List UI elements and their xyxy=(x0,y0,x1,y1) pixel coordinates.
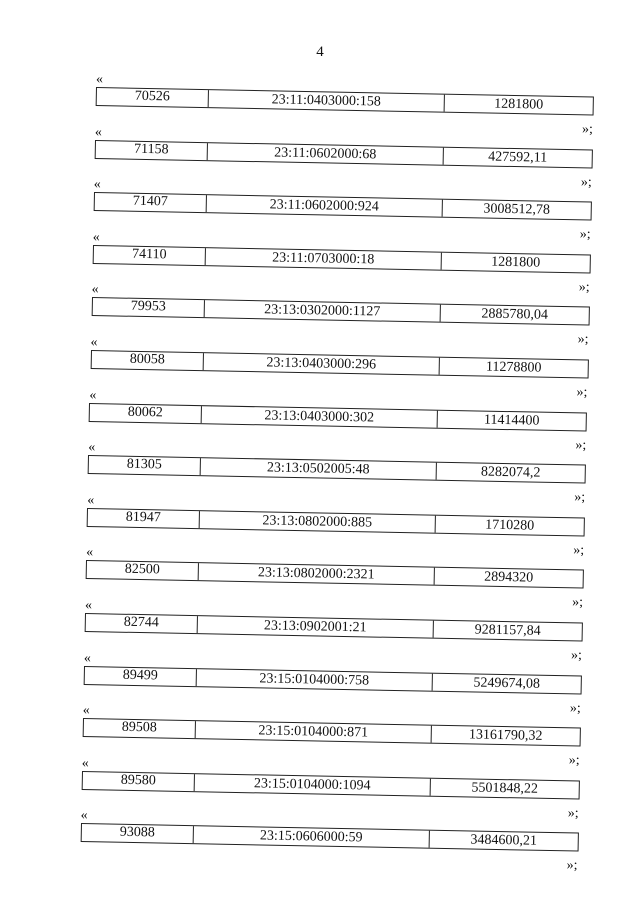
close-quote: »; xyxy=(574,490,586,506)
open-quote: « xyxy=(89,387,97,403)
open-quote: « xyxy=(86,545,94,561)
row-number-cell: 82744 xyxy=(86,614,198,633)
row-number-cell: 89499 xyxy=(85,667,197,686)
entry-block xyxy=(0,229,640,295)
open-quote: « xyxy=(93,177,101,193)
close-quote: »; xyxy=(576,385,588,400)
cadastral-number-cell: 23:13:0802000:2321 xyxy=(199,564,435,586)
table-row xyxy=(90,350,588,379)
cadastral-number-cell: 23:15:0104000:871 xyxy=(195,721,431,743)
row-number-cell: 79953 xyxy=(92,298,204,317)
row-number-cell: 71407 xyxy=(94,193,206,212)
table-row xyxy=(84,666,582,695)
row-number-cell: 70526 xyxy=(97,88,209,107)
entry-block xyxy=(0,542,640,611)
open-quote: « xyxy=(83,650,91,666)
open-quote: « xyxy=(85,598,92,613)
value-cell: 2894320 xyxy=(484,570,534,586)
table-row xyxy=(91,297,589,326)
close-quote: »; xyxy=(577,332,589,348)
cadastral-number-cell: 23:11:0602000:68 xyxy=(208,143,444,165)
open-quote: « xyxy=(82,703,90,719)
close-quote: »; xyxy=(573,542,585,558)
close-quote: »; xyxy=(579,227,591,243)
cadastral-number-cell: 23:13:0802000:885 xyxy=(200,511,436,533)
table-row xyxy=(80,823,578,852)
entry-block xyxy=(0,650,640,716)
open-quote: « xyxy=(94,124,102,140)
entry-block xyxy=(0,72,640,137)
value-cell: 1281800 xyxy=(490,254,541,271)
close-quote: »; xyxy=(571,648,582,663)
row-number-cell: 80062 xyxy=(90,404,202,423)
row-number-cell: 89580 xyxy=(82,772,194,791)
entry-block xyxy=(0,700,640,769)
entry-block xyxy=(0,805,640,874)
close-quote: »; xyxy=(567,805,579,821)
value-cell: 1281800 xyxy=(494,96,544,113)
close-quote: »; xyxy=(572,595,583,611)
cadastral-number-cell: 23:13:0403000:302 xyxy=(202,406,438,428)
cadastral-number-cell: 23:15:0104000:758 xyxy=(197,669,433,691)
cadastral-number-cell: 23:11:0703000:18 xyxy=(205,248,441,270)
table-row xyxy=(88,455,586,484)
value-cell: 3008512,78 xyxy=(483,201,550,218)
table-row xyxy=(92,245,590,274)
cadastral-number-cell: 23:13:0902001:21 xyxy=(198,616,434,638)
close-quote: »; xyxy=(582,122,593,137)
entry-block xyxy=(0,755,640,821)
value-cell: 2885780,04 xyxy=(480,306,548,324)
table-row xyxy=(95,140,593,169)
open-quote: « xyxy=(92,229,100,245)
table-row xyxy=(82,718,580,747)
row-number-cell: 81305 xyxy=(89,456,201,475)
open-quote: « xyxy=(91,282,99,298)
close-quote: »; xyxy=(569,700,581,716)
open-quote: « xyxy=(96,72,103,87)
entry-block xyxy=(0,492,640,558)
entry-block xyxy=(0,124,640,190)
entry-block xyxy=(0,437,640,506)
cadastral-number-cell: 23:11:0403000:158 xyxy=(209,90,445,112)
table-row xyxy=(96,87,594,116)
entry-block xyxy=(0,174,640,243)
open-quote: « xyxy=(87,492,95,508)
close-quote: »; xyxy=(578,279,590,295)
row-number-cell: 80058 xyxy=(91,351,203,370)
page-number: 4 xyxy=(316,44,324,60)
table-row xyxy=(86,560,584,589)
row-number-cell: 81947 xyxy=(88,509,200,528)
entry-block xyxy=(0,335,640,400)
row-number-cell: 71158 xyxy=(96,141,208,160)
value-cell: 8282074,2 xyxy=(481,464,541,481)
row-number-cell: 93088 xyxy=(81,824,193,843)
close-quote: »; xyxy=(575,437,587,453)
cadastral-number-cell: 23:13:0302000:1127 xyxy=(204,301,440,323)
cadastral-number-cell: 23:15:0104000:1094 xyxy=(194,774,430,796)
entry-block xyxy=(0,598,640,663)
open-quote: « xyxy=(88,440,96,456)
value-cell: 9281157,84 xyxy=(474,622,541,639)
value-cell: 1710280 xyxy=(485,517,535,534)
close-quote: »; xyxy=(568,753,580,769)
cadastral-number-cell: 23:13:0403000:296 xyxy=(203,353,439,375)
table-row xyxy=(81,771,579,800)
row-number-cell: 74110 xyxy=(93,246,205,265)
table-row xyxy=(93,192,591,221)
value-cell: 11414400 xyxy=(484,412,541,429)
open-quote: « xyxy=(81,755,89,771)
cadastral-number-cell: 23:11:0602000:924 xyxy=(206,195,442,217)
cadastral-number-cell: 23:15:0606000:59 xyxy=(193,827,429,849)
entry-block xyxy=(0,387,640,453)
open-quote: « xyxy=(80,808,88,824)
open-quote: « xyxy=(90,335,98,350)
value-cell: 5501848,22 xyxy=(471,780,538,797)
table-row xyxy=(87,508,585,537)
table-row xyxy=(85,613,583,642)
row-number-cell: 89508 xyxy=(83,719,195,738)
value-cell: 3484600,21 xyxy=(469,832,537,850)
value-cell: 427592,11 xyxy=(487,149,548,166)
value-cell: 5249674,08 xyxy=(473,675,541,692)
close-quote: »; xyxy=(566,858,578,874)
value-cell: 13161790,32 xyxy=(468,727,543,745)
cadastral-number-cell: 23:13:0502005:48 xyxy=(201,458,437,480)
row-number-cell: 82500 xyxy=(87,561,199,580)
value-cell: 11278800 xyxy=(485,359,542,376)
table-row xyxy=(89,403,587,432)
entry-block xyxy=(0,279,640,348)
close-quote: »; xyxy=(580,174,592,190)
